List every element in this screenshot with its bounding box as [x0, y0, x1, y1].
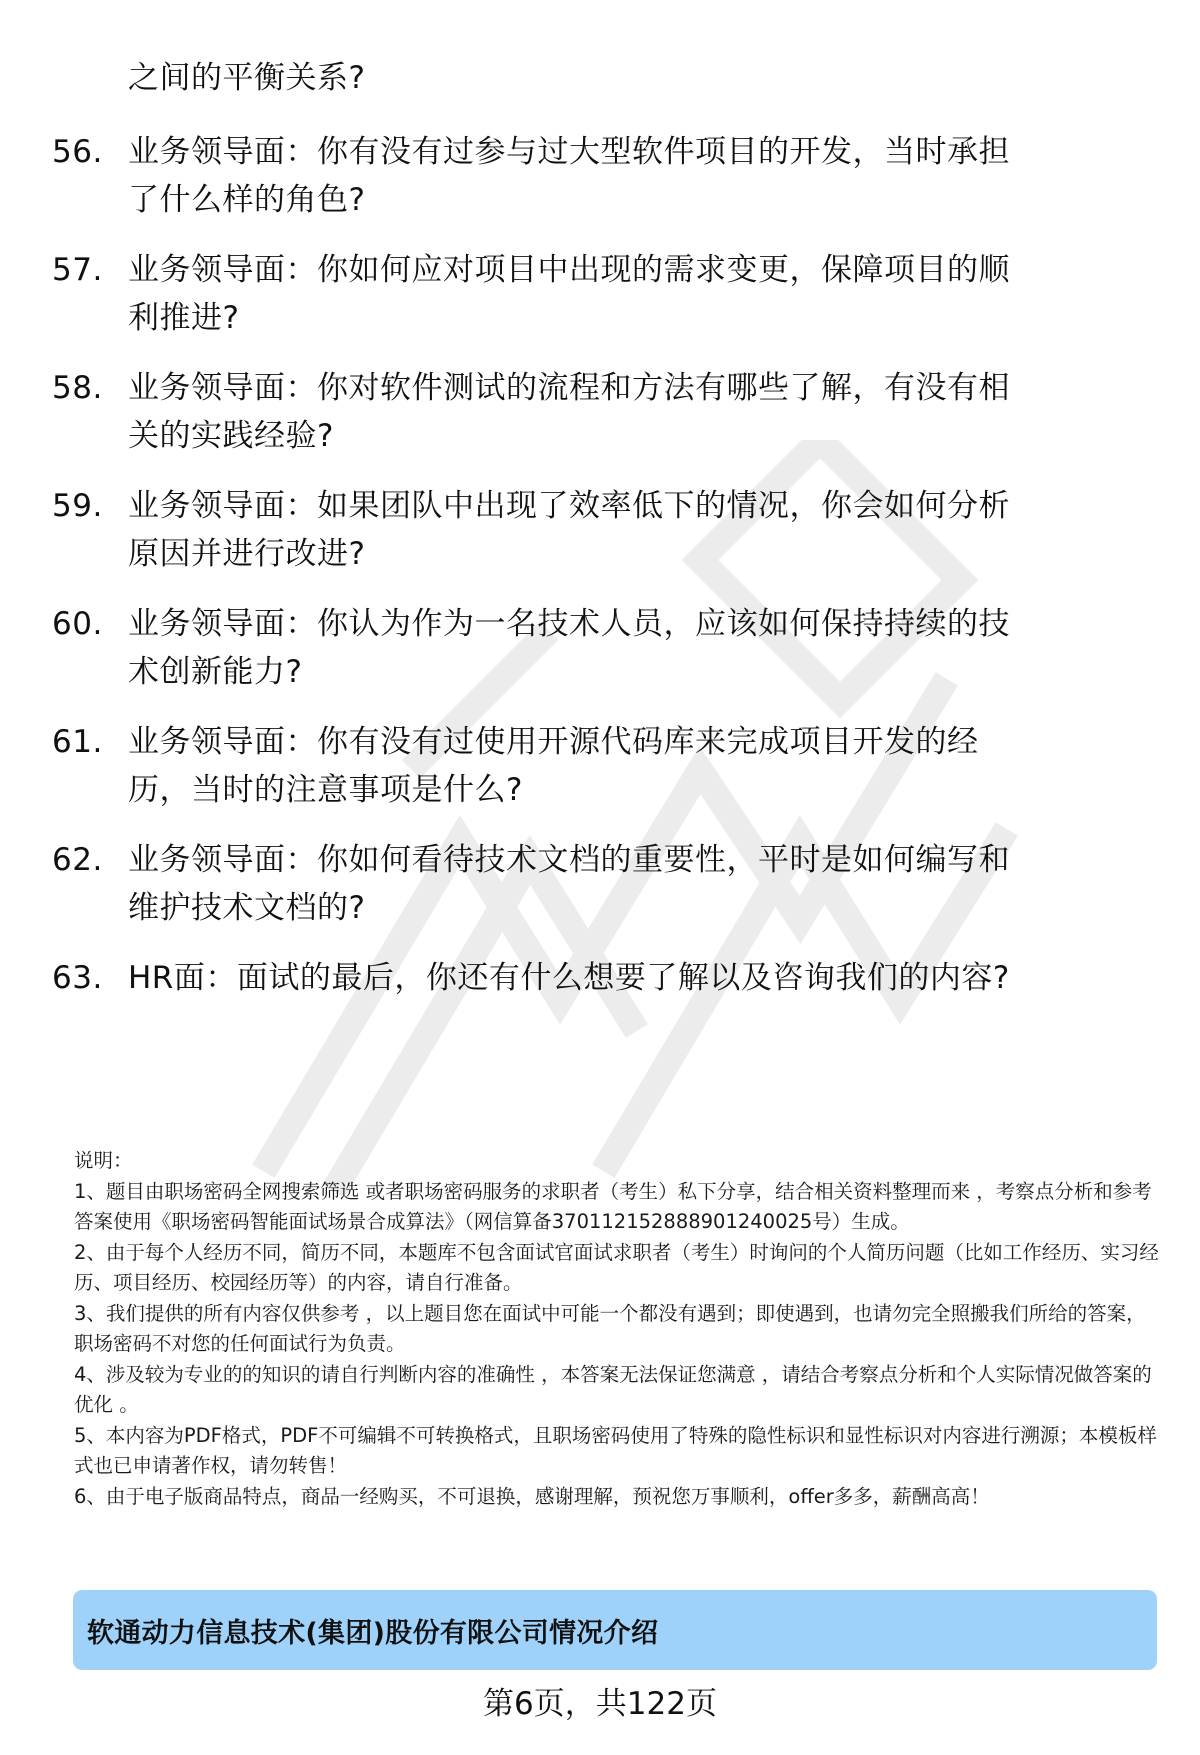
question-text-line: 业务领导面：你对软件测试的流程和方法有哪些了解，有没有相	[128, 370, 1010, 406]
question-number: 61.	[52, 724, 103, 760]
question-item-56	[52, 128, 1160, 224]
notes-item-2: 2、由于每个人经历不同，简历不同，本题库不包含面试官面试求职者（考生）时询问的个人简历问题（比如工作经历、实习经历、项目经历、校园经历等）的内容，请自行准备。	[74, 1240, 1159, 1294]
notes-item-6: 6、由于电子版商品特点，商品一经购买，不可退换，感谢理解，预祝您万事顺利，offer多多，薪酬高高！	[74, 1484, 990, 1508]
notes-item-1: 1、题目由职场密码全网搜索筛选 或者职场密码服务的求职者（考生）私下分享，结合相关资料整理而来 ，考察点分析和参考答案使用《职场密码智能面试场景合成算法》（网信算备370112152888901240025号）生成。	[74, 1179, 1152, 1233]
notes-item-3: 3、我们提供的所有内容仅供参考 ，以上题目您在面试中可能一个都没有遇到；即使遇到，也请勿完全照搬我们所给的答案，职场密码不对您的任何面试行为负责。	[74, 1301, 1146, 1355]
question-text-line: 维护技术文档的?	[128, 890, 366, 926]
question-text-line: 业务领导面：你有没有过参与过大型软件项目的开发，当时承担	[128, 134, 1010, 170]
question-number: 58.	[52, 370, 103, 406]
question-item-57	[52, 246, 1160, 342]
question-number: 62.	[52, 842, 103, 878]
question-item-60	[52, 600, 1160, 696]
question-number: 60.	[52, 606, 103, 642]
question-number: 59.	[52, 488, 103, 524]
question-text-line: 业务领导面：你有没有过使用开源代码库来完成项目开发的经	[128, 724, 979, 760]
question-text-line: 业务领导面：如果团队中出现了效率低下的情况，你会如何分析	[128, 488, 1010, 524]
question-text-line: HR面：面试的最后，你还有什么想要了解以及咨询我们的内容?	[128, 960, 1010, 996]
question-item-61	[52, 718, 1160, 814]
question-number: 63.	[52, 960, 103, 996]
question-text-line: 术创新能力?	[128, 654, 303, 690]
notes-item-4: 4、涉及较为专业的的知识的请自行判断内容的准确性 ，本答案无法保证您满意 ，请结合考察点分析和个人实际情况做答案的优化 。	[74, 1362, 1152, 1416]
notes-heading: 说明：	[74, 1149, 133, 1172]
question-number: 56.	[52, 134, 103, 170]
question-item-59	[52, 482, 1160, 578]
question-item-62	[52, 836, 1160, 932]
question-text-line: 了什么样的角色?	[128, 182, 366, 218]
question-text-line: 关的实践经验?	[128, 418, 334, 454]
question-text-line: 业务领导面：你如何应对项目中出现的需求变更，保障项目的顺	[128, 252, 1010, 288]
question-number: 57.	[52, 252, 103, 288]
question-item-58	[52, 364, 1160, 460]
section-banner	[73, 1590, 1157, 1670]
question-text-line: 历，当时的注意事项是什么?	[128, 772, 523, 808]
question-item-63	[52, 954, 1160, 1002]
page-indicator: 第6页，共122页	[483, 1686, 717, 1722]
question-text-line: 业务领导面：你认为作为一名技术人员，应该如何保持持续的技	[128, 606, 1010, 642]
question-text-line: 利推进?	[128, 300, 240, 336]
question-text-line: 业务领导面：你如何看待技术文档的重要性，平时是如何编写和	[128, 842, 1010, 878]
continued-question-text: 之间的平衡关系?	[128, 60, 366, 96]
notes-item-5: 5、本内容为PDF格式，PDF不可编辑不可转换格式，且职场密码使用了特殊的隐性标识和显性标识对内容进行溯源；本模板样式也已申请著作权，请勿转售！	[74, 1423, 1157, 1477]
notes-section	[74, 1146, 1164, 1512]
question-text-line: 原因并进行改进?	[128, 536, 366, 572]
banner-title: 软通动力信息技术(集团)股份有限公司情况介绍	[87, 1617, 659, 1649]
